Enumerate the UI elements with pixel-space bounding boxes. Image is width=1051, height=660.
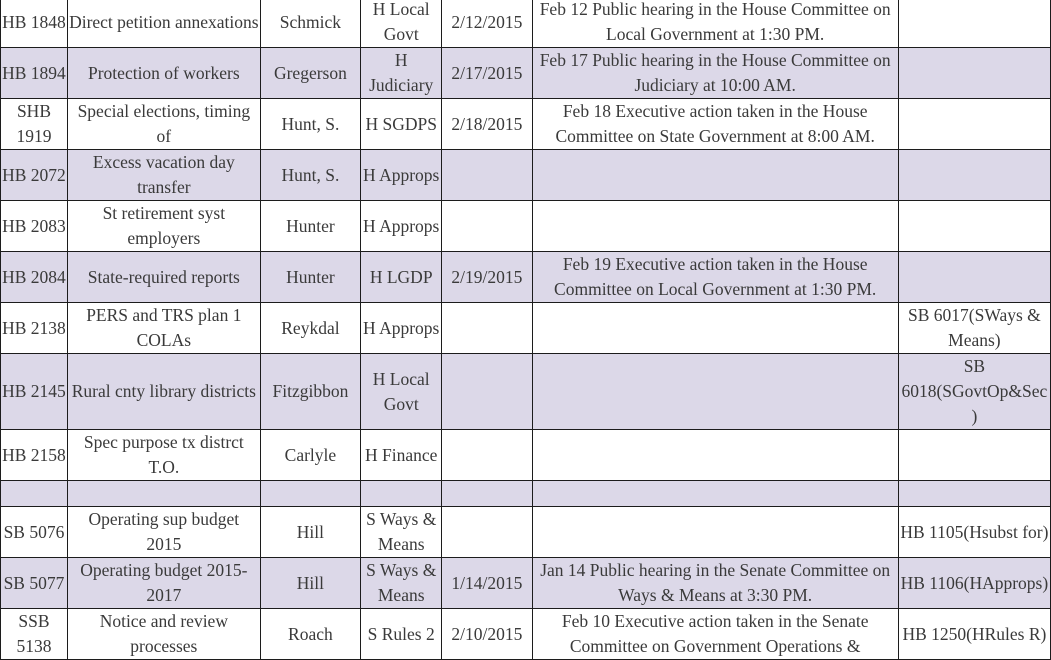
bill-number: SSB 5138 — [1, 609, 68, 660]
bill-title: Spec purpose tx distrct T.O. — [67, 430, 260, 481]
action-date: 2/12/2015 — [442, 0, 532, 48]
bill-title: Direct petition annexations — [67, 0, 260, 48]
bill-committee: S Ways & Means — [361, 558, 442, 609]
bill-number: HB 2083 — [1, 201, 68, 252]
action-date: 2/17/2015 — [442, 48, 532, 99]
bill-status — [532, 354, 898, 430]
bill-sponsor: Hunter — [260, 252, 360, 303]
bill-status: Feb 18 Executive action taken in the House Committee on State Government at 8:00 AM. — [532, 99, 898, 150]
bill-status — [532, 481, 898, 507]
companion-bill — [898, 150, 1050, 201]
bill-committee: H LGDP — [361, 252, 442, 303]
companion-bill — [898, 48, 1050, 99]
action-date: 2/10/2015 — [442, 609, 532, 660]
bill-status: Feb 17 Public hearing in the House Committee on Judiciary at 10:00 AM. — [532, 48, 898, 99]
bill-number — [1, 481, 68, 507]
bill-number: HB 2138 — [1, 303, 68, 354]
table-row — [1, 507, 1051, 558]
bill-sponsor: Hill — [260, 507, 360, 558]
companion-bill — [898, 201, 1050, 252]
bill-committee: H Local Govt — [361, 354, 442, 430]
bill-title: Excess vacation day transfer — [67, 150, 260, 201]
companion-bill: HB 1106(HApprops) — [898, 558, 1050, 609]
companion-bill — [898, 99, 1050, 150]
bill-title: Protection of workers — [67, 48, 260, 99]
bill-sponsor: Gregerson — [260, 48, 360, 99]
bill-title — [67, 481, 260, 507]
bill-committee: S Ways & Means — [361, 507, 442, 558]
bill-status — [532, 430, 898, 481]
table-row — [1, 99, 1051, 150]
table-row — [1, 430, 1051, 481]
bill-sponsor — [260, 481, 360, 507]
bill-status: Feb 12 Public hearing in the House Committee on Local Government at 1:30 PM. — [532, 0, 898, 48]
action-date — [442, 481, 532, 507]
action-date — [442, 430, 532, 481]
bill-status — [532, 150, 898, 201]
companion-bill: SB 6017(SWays & Means) — [898, 303, 1050, 354]
bill-title: PERS and TRS plan 1 COLAs — [67, 303, 260, 354]
bill-title: Operating budget 2015-2017 — [67, 558, 260, 609]
bill-sponsor: Hunt, S. — [260, 150, 360, 201]
table-row — [1, 303, 1051, 354]
bill-committee: H Judiciary — [361, 48, 442, 99]
action-date: 1/14/2015 — [442, 558, 532, 609]
bill-title: Rural cnty library districts — [67, 354, 260, 430]
action-date: 2/19/2015 — [442, 252, 532, 303]
bill-status — [532, 507, 898, 558]
bill-sponsor: Carlyle — [260, 430, 360, 481]
table-row — [1, 354, 1051, 430]
bill-number: HB 2084 — [1, 252, 68, 303]
bill-title: Operating sup budget 2015 — [67, 507, 260, 558]
bill-number: SHB 1919 — [1, 99, 68, 150]
bill-committee: H Local Govt — [361, 0, 442, 48]
action-date — [442, 150, 532, 201]
bill-number: HB 1848 — [1, 0, 68, 48]
bill-committee: H Approps — [361, 303, 442, 354]
bill-committee: H SGDPS — [361, 99, 442, 150]
bill-number: HB 1894 — [1, 48, 68, 99]
action-date — [442, 303, 532, 354]
companion-bill — [898, 252, 1050, 303]
companion-bill: HB 1105(Hsubst for) — [898, 507, 1050, 558]
bill-status: Jan 14 Public hearing in the Senate Committee on Ways & Means at 3:30 PM. — [532, 558, 898, 609]
table-row — [1, 48, 1051, 99]
action-date — [442, 354, 532, 430]
action-date — [442, 507, 532, 558]
bill-sponsor: Schmick — [260, 0, 360, 48]
action-date — [442, 201, 532, 252]
bill-number: HB 2158 — [1, 430, 68, 481]
bill-committee: S Rules 2 — [361, 609, 442, 660]
bill-committee: H Finance — [361, 430, 442, 481]
bill-title: State-required reports — [67, 252, 260, 303]
table-row — [1, 609, 1051, 660]
table-row — [1, 558, 1051, 609]
bill-sponsor: Hill — [260, 558, 360, 609]
bill-committee — [361, 481, 442, 507]
companion-bill: HB 1250(HRules R) — [898, 609, 1050, 660]
bill-sponsor: Hunt, S. — [260, 99, 360, 150]
table-row-separator — [1, 481, 1051, 507]
bill-sponsor: Fitzgibbon — [260, 354, 360, 430]
companion-bill — [898, 430, 1050, 481]
bill-number: SB 5077 — [1, 558, 68, 609]
bill-status: Feb 10 Executive action taken in the Senate Committee on Government Operations & — [532, 609, 898, 660]
companion-bill — [898, 0, 1050, 48]
table-row — [1, 150, 1051, 201]
bill-sponsor: Roach — [260, 609, 360, 660]
table-row — [1, 252, 1051, 303]
companion-bill — [898, 481, 1050, 507]
bill-status: Feb 19 Executive action taken in the House Committee on Local Government at 1:30 PM. — [532, 252, 898, 303]
bill-number: HB 2145 — [1, 354, 68, 430]
bill-sponsor: Hunter — [260, 201, 360, 252]
bill-number: HB 2072 — [1, 150, 68, 201]
bill-status — [532, 201, 898, 252]
bill-title: Notice and review processes — [67, 609, 260, 660]
bill-sponsor: Reykdal — [260, 303, 360, 354]
companion-bill: SB 6018(SGovtOp&Sec) — [898, 354, 1050, 430]
bill-status — [532, 303, 898, 354]
bill-title: St retirement syst employers — [67, 201, 260, 252]
bill-number: SB 5076 — [1, 507, 68, 558]
table-row — [1, 201, 1051, 252]
action-date: 2/18/2015 — [442, 99, 532, 150]
table-row — [1, 0, 1051, 48]
bill-committee: H Approps — [361, 150, 442, 201]
bill-title: Special elections, timing of — [67, 99, 260, 150]
bill-committee: H Approps — [361, 201, 442, 252]
